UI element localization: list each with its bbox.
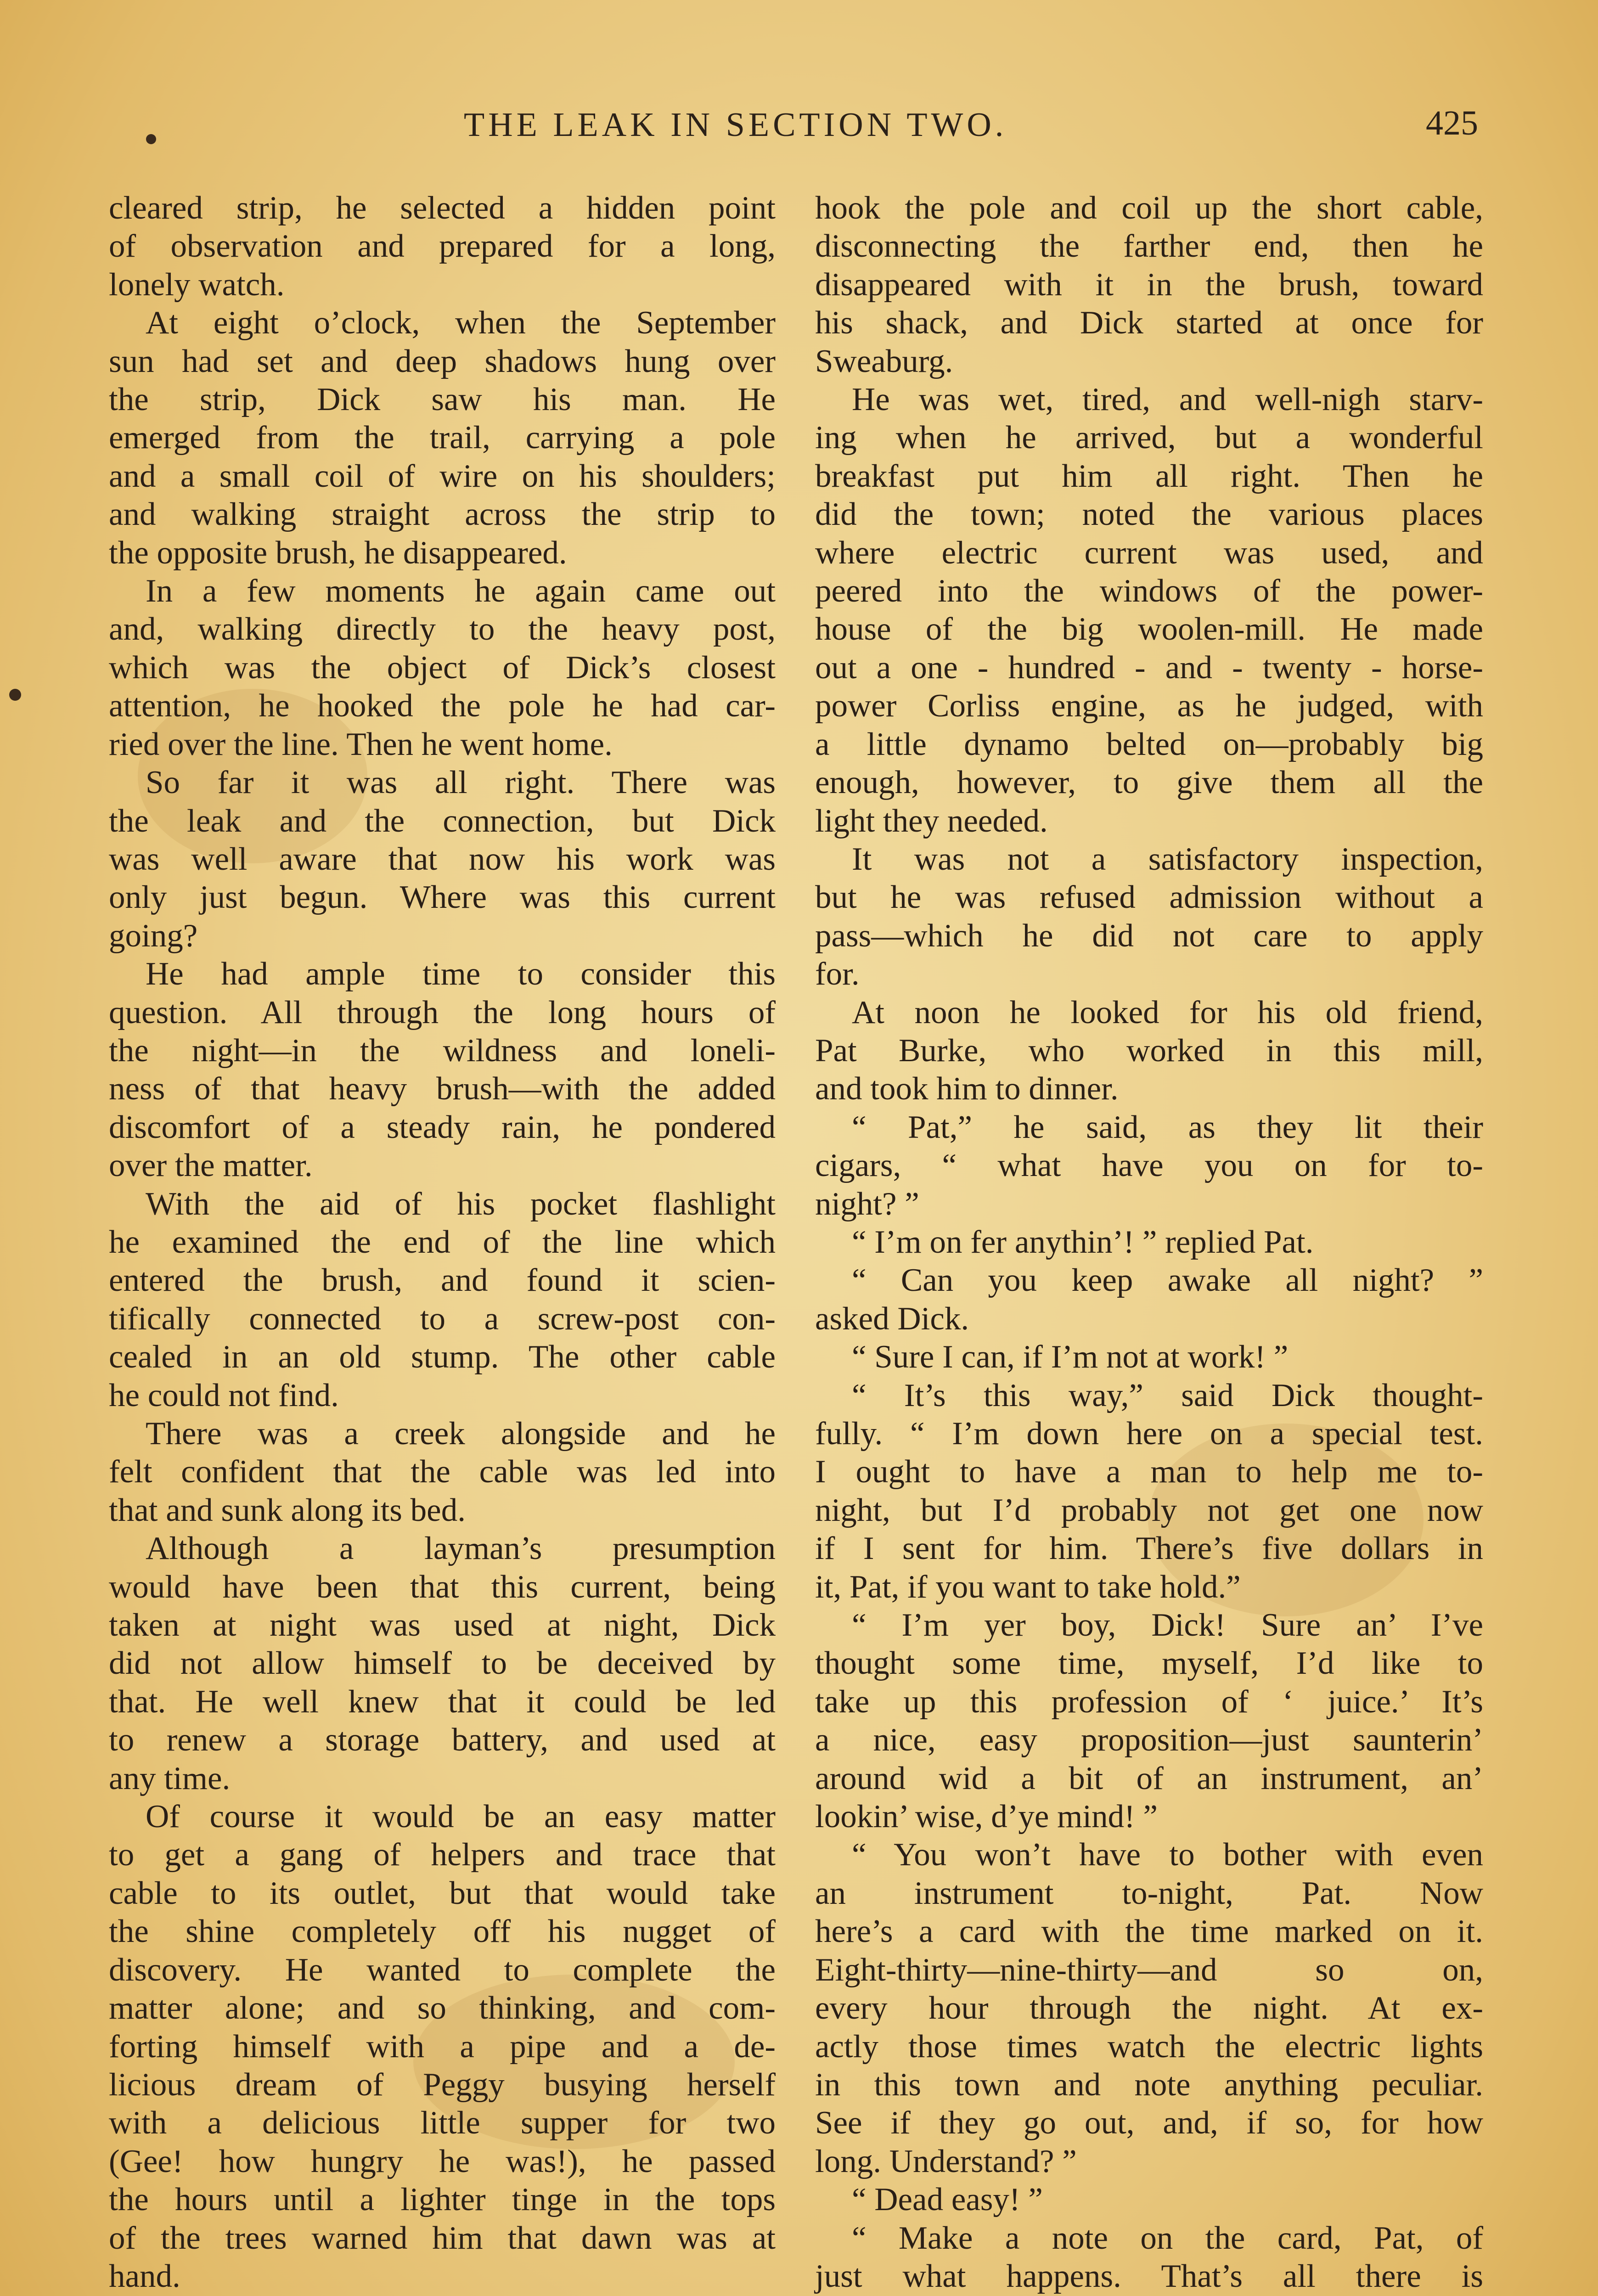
text-line: of the trees warned him that dawn was at	[109, 2220, 776, 2256]
text-line: the leak and the connection, but Dick	[109, 803, 776, 839]
text-line: peered into the windows of the power-	[815, 573, 1483, 609]
text-line: He had ample time to consider this	[146, 956, 776, 992]
text-line: emerged from the trail, carrying a pole	[109, 420, 776, 456]
text-line: discovery. He wanted to complete the	[109, 1952, 776, 1988]
text-line: ried over the line. Then he went home.	[109, 726, 613, 762]
text-line: “ Sure I can, if I’m not at work! ”	[852, 1339, 1289, 1375]
text-line: but he was refused admission without a	[815, 879, 1483, 916]
text-line: discomfort of a steady rain, he pondered	[109, 1109, 776, 1145]
text-line: I ought to have a man to help me to-	[815, 1454, 1483, 1490]
text-line: out a one - hundred - and - twenty - horse-	[815, 649, 1483, 686]
text-line: he could not find.	[109, 1377, 339, 1413]
text-line: At eight o’clock, when the September	[146, 305, 776, 341]
text-line: going?	[109, 917, 198, 954]
text-line: “ You won’t have to bother with even	[852, 1837, 1483, 1873]
text-line: where electric current was used, and	[815, 535, 1483, 571]
ink-speck	[9, 689, 21, 701]
text-line: that. He well knew that it could be led	[109, 1683, 776, 1720]
text-line: pass—which he did not care to apply	[815, 917, 1483, 954]
text-line: any time.	[109, 1760, 231, 1796]
text-line: the opposite brush, he disappeared.	[109, 535, 567, 571]
text-line: to get a gang of helpers and trace that	[109, 1837, 776, 1873]
text-line: “ Dead easy! ”	[852, 2182, 1043, 2218]
text-line: breakfast put him all right. Then he	[815, 458, 1483, 494]
text-line: “ Can you keep awake all night? ”	[852, 1262, 1483, 1299]
text-line: night, but I’d probably not get one now	[815, 1492, 1483, 1528]
text-line: if I sent for him. There’s five dollars in	[815, 1531, 1483, 1567]
text-line: tifically connected to a screw-post con-	[109, 1300, 776, 1337]
text-line: “ I’m yer boy, Dick! Sure an’ I’ve	[852, 1607, 1483, 1643]
text-line: hand.	[109, 2258, 180, 2294]
text-line: So far it was all right. There was	[146, 765, 776, 801]
text-line: disconnecting the farther end, then he	[815, 228, 1483, 264]
text-line: an instrument to-night, Pat. Now	[815, 1875, 1483, 1911]
text-line: Although a layman’s presumption	[146, 1531, 776, 1567]
text-line: cable to its outlet, but that would take	[109, 1875, 776, 1911]
text-line: just what happens. That’s all there is	[815, 2258, 1483, 2294]
text-line: the hours until a lighter tinge in the tops	[109, 2182, 776, 2218]
text-line: cealed in an old stump. The other cable	[109, 1339, 776, 1375]
text-line: cleared strip, he selected a hidden point	[109, 190, 776, 226]
text-line: and took him to dinner.	[815, 1071, 1119, 1107]
text-line: With the aid of his pocket flashlight	[146, 1186, 776, 1222]
text-line: “ I’m on fer anythin’! ” replied Pat.	[852, 1224, 1314, 1260]
text-line: thought some time, myself, I’d like to	[815, 1645, 1483, 1682]
text-line: Sweaburg.	[815, 343, 953, 379]
text-line: disappeared with it in the brush, toward	[815, 266, 1483, 303]
text-line: question. All through the long hours of	[109, 994, 776, 1030]
text-line: the strip, Dick saw his man. He	[109, 382, 776, 418]
text-line: attention, he hooked the pole he had car-	[109, 688, 776, 724]
text-line: felt confident that the cable was led into	[109, 1454, 776, 1490]
text-line: which was the object of Dick’s closest	[109, 649, 776, 686]
text-line: licious dream of Peggy busying herself	[109, 2066, 776, 2103]
text-line: (Gee! how hungry he was!), he passed	[109, 2143, 776, 2179]
text-line: power Corliss engine, as he judged, with	[815, 688, 1483, 724]
text-line: matter alone; and so thinking, and com-	[109, 1990, 776, 2026]
text-line: did not allow himself to be deceived by	[109, 1645, 776, 1682]
text-line: and walking straight across the strip to	[109, 496, 776, 533]
text-line: “ Make a note on the card, Pat, of	[852, 2220, 1483, 2256]
text-line: enough, however, to give them all the	[815, 765, 1483, 801]
text-line: and a small coil of wire on his shoulders;	[109, 458, 776, 494]
text-line: There was a creek alongside and he	[146, 1416, 776, 1452]
text-line: that and sunk along its bed.	[109, 1492, 466, 1528]
text-line: he examined the end of the line which	[109, 1224, 776, 1260]
text-line: to renew a storage battery, and used at	[109, 1722, 776, 1758]
ink-speck	[146, 134, 156, 144]
page-number: 425	[1426, 104, 1478, 142]
text-line: hook the pole and coil up the short cable,	[815, 190, 1483, 226]
text-line: It was not a satisfactory inspection,	[852, 841, 1483, 877]
text-line: a nice, easy proposition—just saunterin’	[815, 1722, 1483, 1758]
text-line: Of course it would be an easy matter	[146, 1799, 776, 1835]
text-line: a little dynamo belted on—probably big	[815, 726, 1483, 762]
text-line: would have been that this current, being	[109, 1569, 776, 1605]
running-header: THE LEAK IN SECTION TWO.	[464, 106, 1007, 144]
text-line: forting himself with a pipe and a de-	[109, 2028, 776, 2065]
text-line: ing when he arrived, but a wonderful	[815, 420, 1483, 456]
right-text-column	[815, 189, 1483, 2296]
text-line: did the town; noted the various places	[815, 496, 1483, 533]
text-line: his shack, and Dick started at once for	[815, 305, 1483, 341]
text-line: lookin’ wise, d’ye mind! ”	[815, 1799, 1158, 1835]
text-line: asked Dick.	[815, 1300, 969, 1337]
text-line: take up this profession of ‘ juice.’ It’s	[815, 1683, 1483, 1720]
text-line: Eight-thirty—nine-thirty—and so on,	[815, 1952, 1483, 1988]
text-line: night? ”	[815, 1186, 919, 1222]
text-line: every hour through the night. At ex-	[815, 1990, 1483, 2026]
text-line: the shine completely off his nugget of	[109, 1913, 776, 1950]
text-line: cigars, “ what have you on for to-	[815, 1148, 1483, 1184]
text-line: taken at night was used at night, Dick	[109, 1607, 776, 1643]
text-line: sun had set and deep shadows hung over	[109, 343, 776, 379]
text-line: ness of that heavy brush—with the added	[109, 1071, 776, 1107]
text-line: “ It’s this way,” said Dick thought-	[852, 1377, 1483, 1413]
text-line: fully. “ I’m down here on a special test.	[815, 1416, 1483, 1452]
text-line: In a few moments he again came out	[146, 573, 776, 609]
text-line: in this town and note anything peculiar.	[815, 2066, 1483, 2103]
text-line: only just begun. Where was this current	[109, 879, 776, 916]
text-line: around wid a bit of an instrument, an’	[815, 1760, 1483, 1796]
text-line: here’s a card with the time marked on it.	[815, 1913, 1483, 1950]
text-line: with a delicious little supper for two	[109, 2105, 776, 2141]
text-line: entered the brush, and found it scien-	[109, 1262, 776, 1299]
text-line: light they needed.	[815, 803, 1048, 839]
text-line: actly those times watch the electric lights	[815, 2028, 1483, 2065]
text-line: the night—in the wildness and loneli-	[109, 1032, 776, 1069]
text-line: and, walking directly to the heavy post,	[109, 611, 776, 647]
text-line: house of the big woolen-mill. He made	[815, 611, 1483, 647]
text-line: over the matter.	[109, 1148, 313, 1184]
text-line: long. Understand? ”	[815, 2143, 1077, 2179]
text-line: Pat Burke, who worked in this mill,	[815, 1032, 1483, 1069]
text-line: See if they go out, and, if so, for how	[815, 2105, 1483, 2141]
text-line: “ Pat,” he said, as they lit their	[852, 1109, 1483, 1145]
text-line: lonely watch.	[109, 266, 285, 303]
text-line: it, Pat, if you want to take hold.”	[815, 1569, 1241, 1605]
text-line: At noon he looked for his old friend,	[852, 994, 1483, 1030]
text-line: for.	[815, 956, 860, 992]
text-line: He was wet, tired, and well-nigh starv-	[852, 382, 1483, 418]
text-line: of observation and prepared for a long,	[109, 228, 776, 264]
text-line: was well aware that now his work was	[109, 841, 776, 877]
left-text-column	[109, 189, 776, 2296]
